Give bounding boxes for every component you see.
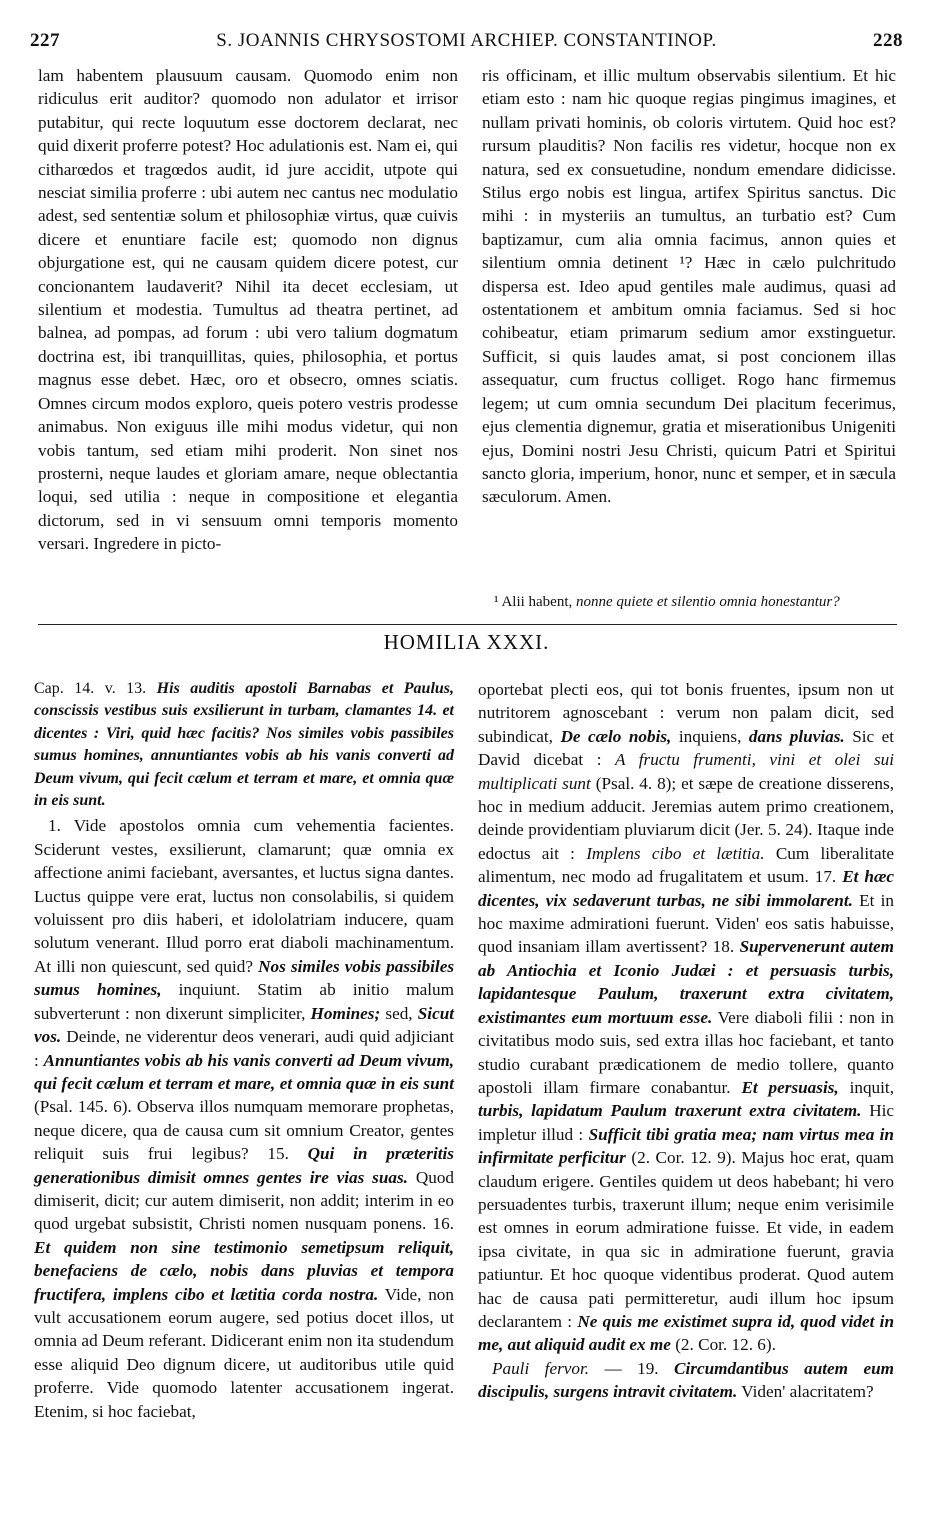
footnote-text: nonne quiete et silentio omnia honestantur?: [576, 594, 840, 610]
quotation: Qui in præteritis generationibus dimisit omnes gentes ire vias suas.: [34, 1144, 454, 1187]
text-run: Observa illos numquam memorare prophetas, neque dicere, qua de causa cum sit omnium Creator, gentes reliquit suis frui legibus? 15.: [34, 1097, 455, 1164]
text-run: oportebat plecti eos, qui tot bonis fruentes, ipsum non ut nutritorem agnoscebant : verum non palam dicit, sed subindicat,: [478, 680, 894, 746]
text-run: Majus hoc erat, quam claudum erigere. Gentiles quidem ut deos habebant; hi vero persuadentes turbis, traxerunt illum; neque enim verisimile est omnes in eorum admiratione fuisse. Et vide, in eadem ipsa civitate, in qua sic in admiratione fuerunt, gravia patiuntur. Et hoc quoque videntibus proderat. Quod autem hac de causa pati permitteretur, audi illum hoc ipsum declarantem :: [478, 1148, 895, 1331]
quotation: Nos similes vobis passibiles sumus homines,: [34, 956, 455, 1000]
text-run: inquit,: [849, 1077, 894, 1097]
quotation: Et hæc dicentes, vix sedaverunt turbas, ne sibi immolarent.: [478, 867, 895, 910]
scripture-reference: (Psal. 4. 8);: [595, 773, 677, 793]
bottom-left-column: [34, 678, 454, 1423]
quotation: Et quidem non sine testimonio semetipsum reliquit, benefaciens de cælo, nobis dans pluvias et tempora fructifera, implens cibo et lætitia corda nostra.: [34, 1237, 454, 1304]
text-run: inquiens,: [678, 726, 742, 746]
paragraph: [478, 678, 894, 1357]
footnote: [494, 592, 894, 612]
text-run: Quod dimiserit, dicit; cur autem dimiserit, non addit; interim in eo quod urgebat subsistit, Christi nomen nusquam ponens. 16.: [34, 1167, 455, 1234]
quotation: Homines;: [310, 1003, 381, 1023]
homily-title: HOMILIA XXXI.: [383, 630, 550, 654]
quotation: Sufficit tibi gratia mea; nam virtus mea in infirmitate perficitur: [478, 1124, 894, 1168]
top-right-column: [482, 64, 896, 509]
text-run: Cum liberalitate alimentum, nec modo ad frugalitatem et usum. 17.: [478, 843, 894, 887]
chapter-summary: [34, 678, 454, 812]
quotation: dans pluvias.: [748, 726, 845, 746]
text-run: sed,: [385, 1003, 413, 1023]
quotation: Implens cibo et lætitia.: [586, 843, 765, 863]
text-run: Hic impletur illud :: [478, 1101, 895, 1144]
summary-text: His auditis apostoli Barnabas et Paulus, conscissis vestibus suis exsilierunt in turbam, clamantes 14. et dicentes : Viri, quid hæc facitis? Nos similes vobis passibiles sumus homines, annuntiantes vobis ab his vanis converti ad Deum vivum, qui fecit cælum et terram et mare, et omnia quæ in eis sunt.: [34, 680, 455, 810]
cap-ref: 14. v. 13.: [74, 680, 147, 697]
text-run: Vide, non vult accusationem eorum augere, sed potius docet illos, ut omnia ad Deum referant. Didicerant enim non ita studendum esse aliquid Deo dignum dicere, ut auditoribus utile quid proferre. Vide quomodo latenter accusationem ingerat. Etenim, si hoc faciebat,: [34, 1284, 454, 1421]
scripture-reference: (2. Cor. 12. 6).: [675, 1335, 776, 1355]
footnote-lead: Alii habent,: [501, 594, 573, 610]
running-header: [30, 30, 903, 58]
text-run: 1. Vide apostolos omnia cum vehementia facientes. Sciderunt vestes, exsilierunt, clamarunt; quæ omnia ex affectione animi faciebant, aversantes, et luctus signa dantes. Luctus quippe vere erat, luctus non consolabilis, si quidem voluissent pro diis haberi, et idololatriam inducere, quam solutum venerant. Illud porro erat diaboli machinamentum. At illi non quiescunt, sed quid?: [34, 816, 454, 976]
quotation: Supervenerunt autem ab Antiochia et Iconio Judæi : et persuasis turbis, lapidantesque Paulum, traxerunt extra civitatem, existimantes eum mortuum esse.: [478, 937, 894, 1027]
quotation: A fructu frumenti, vini et olei sui multiplicati sunt: [478, 750, 895, 793]
quotation: Circumdantibus autem eum discipulis, surgens intravit civitatem.: [478, 1358, 895, 1402]
paragraph: [478, 1357, 894, 1404]
text-run: inquiunt. Statim ab initio malum subverterunt : non dixerunt simpliciter,: [34, 980, 454, 1023]
scripture-reference: (Jer. 5. 24).: [734, 820, 813, 840]
text-run: Vere diaboli filii : non in civitatibus modo suis, sed extra illas hoc faciebant, et tanto studio curabant prædicationem de medio tollere, quanto apostoli illam firmare conabantur.: [478, 1007, 894, 1097]
top-left-column: [38, 64, 458, 556]
running-title: S. JOANNIS CHRYSOSTOMI ARCHIEP. CONSTANTINOP.: [216, 30, 717, 51]
quotation: Annuntiantes vobis ab his vanis converti ad Deum vivum, qui fecit cælum et terram et mare, et omnia quæ in eis sunt: [34, 1050, 455, 1093]
text-run: Viden' alacritatem?: [741, 1382, 874, 1402]
quotation: Ne quis me existimet supra id, quod videt in me, aut aliquid audit ex me: [478, 1311, 895, 1355]
text-run: Deinde, ne viderentur deos venerari, audi quid adjiciant :: [34, 1027, 455, 1070]
verse-marker: — 19.: [604, 1358, 659, 1378]
paragraph: ris officinam, et illic multum observabis silentium. Et hic etiam esto : nam hic quoque regias pingimus imagines, et nullam privati hominis, ob coloris virtutem. Quid hoc est? rursum plauditis? Non facilis res videtur, hocque non ex natura, sed ex consuetudine, nondum emendare didicisse. Stilus ergo nobis est lingua, artifex Spiritus sanctus. Dic mihi : in mysteriis an tumultus, an turbatio est? Cum baptizamur, cum alia omnia facimus, annon quies et silentium omnia detinent ¹? Hæc in cælo pulchritudo dispersa est. Ideo apud gentiles male audimus, quasi ad ostentationem et ambitum omnia faciamus. Sed si hoc cohibeatur, etiam primarum sedium amor exstinguetur. Sufficit, si quis laudes amat, si post concionem illas assequatur, cum fructus colliget. Rogo hanc firmemus legem; ut cum omnia secundum Dei placitum fecerimus, ejus clementia dignemur, gratia et miserationibus Unigeniti ejus, Domini nostri Jesu Christi, quicum Patri et Spiritui sancto gloria, imperium, honor, nunc et semper, et in sæcula sæculorum. Amen.: [482, 66, 896, 507]
paragraph: lam habentem plausuum causam. Quomodo enim non ridiculus erit auditor? quomodo non adulator et irrisor putabitur, qui recte loquutum esse doctorem declarat, nec quid dixerit proferre potest? Hoc adulationis est. Nam ei, qui citharœdos et tragœdos audit, id jure accidit, utpote qui nesciat similia proferre : ubi autem nec cantus nec modulatio adest, sed sententiæ solum et philosophiæ virtus, quæ cuivis dicere et enuntiare facile est; quomodo non dignus objurgatione est, qui ne causam quidem dicere potest, cur concionantem laudaverit? Nihil ita decet ecclesiam, ut silentium et modestia. Tumultus ad theatra pertinet, ad balnea, ad pompas, ad forum : ubi vero talium dogmatum doctrina est, ibi tranquillitas, quies, philosophia, et portus magnus esse debet. Hæc, oro et obsecro, omnes sciatis. Omnes circum modos exploro, queis potero vestris prodesse animabus. Non exiguus ille mihi modus videtur, qui non vobis tantum, sed etiam mihi proderit. Non sinet nos prosterni, neque laudes et gloriam amare, neque oblectantia loqui, sed utilia : neque in compositione et elegantia dictorum, sed in vi sensuum omni temporis momento versari. Ingredere in picto-: [38, 66, 458, 554]
section-divider: [38, 624, 897, 625]
scripture-reference: (Psal. 145. 6).: [34, 1097, 132, 1117]
bottom-right-column: [478, 678, 894, 1404]
text-run: Et in hoc maxime admirationi fuerunt. Viden' eos satis habuisse, quod insaniam illam avertissent? 18.: [478, 890, 895, 957]
text-run: Itaque inde edoctus ait :: [478, 820, 894, 863]
quotation: turbis, lapidatum Paulum traxerunt extra civitatem.: [478, 1101, 862, 1121]
text-run: Sic et David dicebat :: [478, 726, 895, 770]
quotation: Et persuasis,: [741, 1077, 839, 1097]
text-run: et sæpe de creatione disserens, hoc in medium adducit. Jeremias autem primo creationem, deinde providentiam pluviarum dicit: [478, 773, 894, 840]
page-number-right: 228: [873, 30, 903, 51]
cap-label: Cap.: [34, 680, 64, 697]
subsection-label: Pauli fervor.: [492, 1358, 590, 1378]
paragraph: [34, 814, 454, 1423]
scripture-reference: (2. Cor. 12. 9).: [631, 1148, 736, 1168]
page-number-left: 227: [30, 30, 60, 51]
quotation: Sicut vos.: [34, 1003, 455, 1047]
footnote-marker: ¹: [494, 594, 499, 610]
quotation: De cælo nobis,: [560, 726, 672, 746]
